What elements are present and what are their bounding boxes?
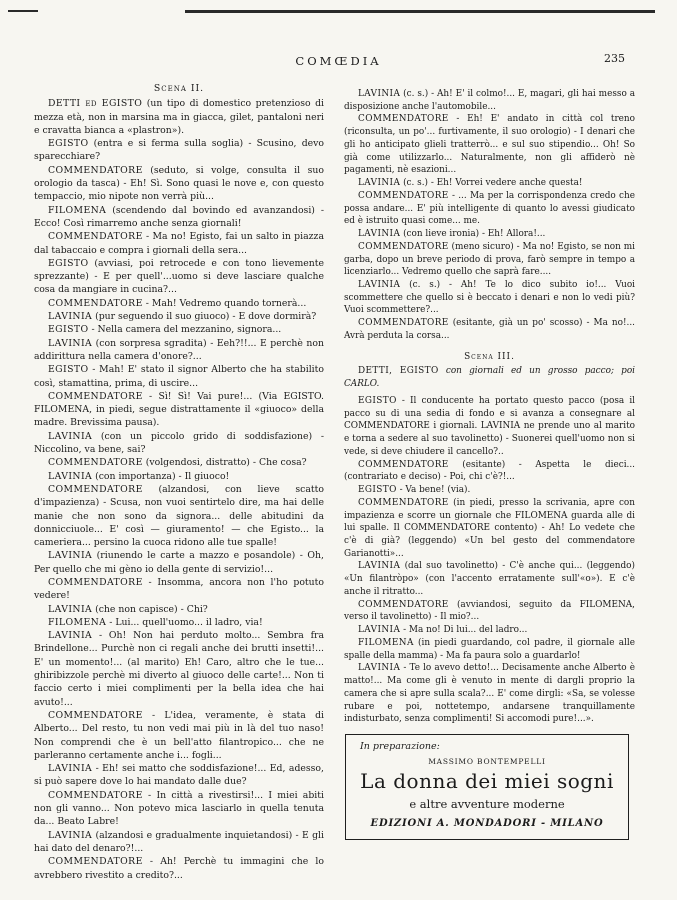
- dialogue-line: [34, 323, 324, 336]
- speaker: COMMENDATORE: [48, 856, 143, 868]
- dialogue-text: (con sorpresa sgradita) - Eeh?!!... E perchè non addirittura nella camera d'onore?...: [34, 337, 324, 362]
- ad-author: MASSIMO BONTEMPELLI: [428, 757, 546, 766]
- dialogue-line: [34, 829, 324, 856]
- speaker: LAVINIA: [358, 561, 401, 572]
- speaker: LAVINIA: [48, 550, 93, 562]
- speaker: COMMENDATORE: [48, 709, 143, 721]
- dialogue-text: - Va bene! (via).: [396, 485, 471, 496]
- speaker: COMMENDATORE: [48, 390, 143, 402]
- dialogue-text: (avviasi, poi retrocede e con tono lievemente sprezzante) - E per quell'...uomo si deve lasciare qualche cosa da mangiare in cucina?...: [34, 257, 324, 296]
- dialogue-text: (riunendo le carte a mazzo e posandole) - Oh, Per quello che mi gèno io della gente di servizio!...: [34, 550, 324, 575]
- dialogue-line: [344, 395, 635, 459]
- dialogue-line: [34, 257, 324, 297]
- speaker: COMMENDATORE: [358, 190, 449, 201]
- dialogue-text: - ... Ma per la corrispondenza credo che possa andare... E' più intelligente di quanto lo avessi giudicato ed è istruito quasi come... me.: [344, 190, 635, 227]
- speaker: LAVINIA: [48, 829, 93, 841]
- dialogue-text: - L'idea, veramente, è stata di Alberto... Del resto, tu non vedi mai più in là del tuo naso! Non comprendi che è un bell'atto filantropico... che ne parleranno certamente anche i... fogli...: [34, 709, 324, 761]
- speaker: EGISTO: [48, 257, 89, 269]
- speaker: LAVINIA: [358, 178, 401, 189]
- dialogue-line: [34, 483, 324, 549]
- left-column: [34, 82, 324, 882]
- dialogue-text: - Ah! Perchè tu immagini che lo avrebbero rivestito a credito?...: [34, 856, 324, 881]
- dialogue-text: - In città a rivestirsi!... I miei abiti non gli vanno... Non potevo mica lasciarlo in quella tenuta da... Beato Labre!: [34, 789, 324, 828]
- dialogue-text: - Il conducente ha portato questo pacco (posa il pacco su di una sedia di fondo e si avanza a consegnare al COMMENDATORE i giornali. LAVINIA ne prende uno al marito e torna a sedere al suo tavolinetto) - Suonerei quell'uomo non si vede, si deve chiudere il cancello?..: [344, 395, 635, 457]
- scene-heading: Scena II.: [153, 83, 205, 94]
- dialogue-line: [344, 88, 635, 113]
- speaker: COMMENDATORE: [358, 241, 449, 252]
- dialogue-line: [344, 624, 635, 637]
- dialogue-line: [34, 430, 324, 457]
- dialogue-text: (scendendo dal bovindo ed avanzandosi) - Ecco! Così rimarremo anche senza giornali!: [34, 204, 324, 229]
- speaker: COMMENDATORE: [48, 789, 143, 801]
- page-number: 235: [604, 52, 625, 65]
- dialogue-line: [344, 484, 635, 497]
- dialogue-line: [34, 603, 324, 616]
- speaker: LAVINIA: [358, 625, 401, 636]
- dialogue-line: [344, 317, 635, 342]
- dialogue-text: (meno sicuro) - Ma no! Egisto, se non mi garba, dopo un breve periodo di prova, farò sempre in tempo a licenziarlo... Vedremo quello che saprà fare....: [344, 241, 635, 278]
- speaker: EGISTO: [48, 324, 89, 336]
- ad-publisher: EDIZIONI A. MONDADORI - MILANO: [370, 818, 604, 829]
- dialogue-text: - Eh! E' andato in città col treno (riconsulta, un po'... furtivamente, il suo orologio) - I denari che gli ho anticipato glieli tratterrò... e sul suo stipendio... Oh! So già come utilizzarlo... Naturalmente, non gli affiderò nè pagamenti, nè esazioni...: [344, 114, 635, 176]
- dialogue-text: (c. s.) - Ah! E' il colmo!... E, magari, gli hai messo a disposizione anche l'automobile...: [344, 89, 635, 112]
- dialogue-text: - Te lo avevo detto!... Decisamente anche Alberto è matto!... Ma come gli è venuto in mente di dargli proprio la camera che si apre sulla scala?... E' come dirgli: «Sa, se volesse rubare e poi, nottetempo, andarsene tranquillamente indisturbato, senza complimenti! Si accomodi pure!...».: [344, 663, 635, 725]
- speaker: LAVINIA: [358, 89, 401, 99]
- dialogue-text: (in piedi guardando, col padre, il giornale alle spalle della mamma) - Ma fa paura solo a guardarlo!: [344, 637, 635, 661]
- journal-title: COMŒDIA: [295, 54, 382, 68]
- dialogue-text: (pur seguendo il suo giuoco) - E dove dormirà?: [92, 311, 317, 323]
- dialogue-text: - Oh! Non hai perduto molto... Sembra fra Brindellone... Purchè non ci regali anche dei brutti insetti!... E' un momento!... (al marito) Eh! Caro, altro che le tue... ghiribizzole perchè mi diverto al giuoco delle carte!... Non ti faccio certo i miei complimenti per la bella idea che hai avuto!...: [34, 630, 324, 708]
- dialogue-text: (esitante) - Aspetta le dieci... (contrariato e deciso) - Poi, chi c'è?!...: [344, 459, 635, 483]
- speaker: LAVINIA: [358, 663, 401, 674]
- dialogue-text: (che non capisce) - Chi?: [92, 603, 208, 615]
- dialogue-line: [344, 113, 635, 177]
- speaker: COMMENDATORE: [48, 231, 143, 243]
- dialogue-text: (entra e si ferma sulla soglia) - Scusino, devo sparecchiare?: [34, 138, 324, 163]
- speaker: DETTI, EGISTO: [358, 366, 439, 377]
- top-rule-right: [185, 10, 655, 13]
- speaker: DETTI ed EGISTO: [48, 98, 143, 110]
- dialogue-line: [34, 629, 324, 709]
- dialogue-line: [344, 279, 635, 317]
- speaker: FILOMENA: [358, 637, 414, 648]
- speaker: COMMENDATORE: [48, 457, 143, 469]
- speaker: LAVINIA: [48, 311, 93, 323]
- speaker: COMMENDATORE: [358, 114, 449, 125]
- speaker: COMMENDATORE: [48, 483, 143, 495]
- dialogue-line: [34, 576, 324, 603]
- scene-description: [344, 365, 635, 390]
- dialogue-text: - Lui... quell'uomo... il ladro, via!: [106, 616, 263, 628]
- speaker: FILOMENA: [48, 204, 107, 216]
- dialogue-line: [34, 470, 324, 483]
- dialogue-line: [344, 459, 635, 484]
- dialogue-text: - Nella camera del mezzanino, signora...: [88, 324, 282, 336]
- dialogue-line: [34, 549, 324, 576]
- ad-title: La donna dei miei sogni: [360, 769, 614, 793]
- speaker: LAVINIA: [48, 430, 93, 442]
- dialogue-line: [34, 297, 324, 310]
- dialogue-text: (alzandosi, con lieve scatto d'impazienza) - Scusa, non vuoi sentirtelo dire, ma hai delle manie che non sono da signora... delle abitudini da donnicciuole... E' così — giuramento! — che Egisto... la cameriera... persino la cuoca ridono alle tue spalle!: [34, 483, 324, 549]
- dialogue-line: [344, 177, 635, 190]
- ad-subtitle: e altre avventure moderne: [409, 797, 565, 811]
- dialogue-line: [344, 241, 635, 279]
- dialogue-text: (con importanza) - Il giuoco!: [92, 470, 230, 482]
- speaker: COMMENDATORE: [48, 297, 143, 309]
- dialogue-text: (in piedi, presso la scrivania, apre con impazienza e scorre un giornale che FILOMENA guarda alle di lui spalle. Il COMMENDATORE contento) - Ah! Lo vedete che c'è di già? (leggendo) «Un bel gesto del commendatore Garianotti»...: [344, 497, 635, 559]
- speaker: EGISTO: [358, 395, 397, 406]
- dialogue-line: [344, 190, 635, 228]
- dialogue-text: - Eh! sei matto che soddisfazione!... Ed, adesso, si può sapere dove lo hai mandato dalle due?: [34, 763, 324, 788]
- dialogue-line: [34, 709, 324, 762]
- dialogue-text: (c. s.) - Ah! Te lo dico subito io!... Vuoi scommettere che quello si è beccato i denari e non lo vedi più? Vuoi scommettere?...: [344, 280, 635, 316]
- dialogue-line: [34, 363, 324, 390]
- dialogue-text: - Sì! Sì! Vai pure!... (Via EGISTO. FILOMENA, in piedi, segue distrattamente il «giuoco» della madre. Brevissima pausa).: [34, 390, 324, 429]
- dialogue-text: (un tipo di domestico pretenzioso di mezza età, non in marsina ma in giacca, gilet, pantaloni neri e cravatta bianca a «plastron»).: [34, 98, 324, 136]
- dialogue-text: (con lieve ironia) - Eh! Allora!...: [400, 229, 546, 240]
- speaker: LAVINIA: [358, 280, 401, 291]
- speaker: EGISTO: [358, 485, 397, 496]
- speaker: LAVINIA: [48, 763, 93, 775]
- dialogue-line: [34, 204, 324, 231]
- speaker: COMMENDATORE: [48, 576, 143, 588]
- book-advertisement: [345, 734, 629, 840]
- dialogue-line: [344, 599, 635, 624]
- dialogue-text: - Mah! E' stato il signor Alberto che ha stabilito così, stamattina, prima, di uscire...: [34, 364, 324, 389]
- dialogue-line: [34, 789, 324, 829]
- speaker: COMMENDATORE: [358, 497, 449, 508]
- speaker: LAVINIA: [48, 470, 93, 482]
- speaker: COMMENDATORE: [358, 459, 449, 470]
- dialogue-line: [344, 637, 635, 662]
- dialogue-line: [34, 390, 324, 430]
- dialogue-line: [34, 762, 324, 789]
- speaker: LAVINIA: [48, 337, 93, 349]
- dialogue-text: (avviandosi, seguito da FILOMENA, verso il tavolinetto) - Il mio?...: [344, 599, 635, 623]
- dialogue-line: [34, 137, 324, 164]
- stage-direction: con giornali ed un grosso pacco; poi CARLO.: [344, 366, 636, 390]
- dialogue-text: - Insomma, ancora non l'ho potuto vedere!: [34, 576, 324, 602]
- speaker: LAVINIA: [358, 229, 401, 240]
- speaker: EGISTO: [48, 138, 89, 150]
- dialogue-line: [344, 497, 635, 561]
- dialogue-text: (con un piccolo grido di soddisfazione) - Niccolino, va bene, sai?: [34, 430, 324, 456]
- dialogue-line: [34, 337, 324, 364]
- dialogue-text: (alzandosi e gradualmente inquietandosi) - E gli hai dato del denaro?!...: [34, 829, 324, 854]
- dialogue-text: (seduto, si volge, consulta il suo orologio da tasca) - Eh! Sì. Sono quasi le nove e, con questo tempaccio, mio nipote non verrà più...: [34, 164, 324, 203]
- dialogue-text: (esitante, già un po' scosso) - Ma no!... Avrà perduta la corsa...: [344, 318, 635, 341]
- dialogue-line: [34, 164, 324, 204]
- top-rule-left: [8, 10, 38, 12]
- speaker: LAVINIA: [48, 630, 93, 642]
- speaker: COMMENDATORE: [358, 599, 449, 610]
- dialogue-text: (dal suo tavolinetto) - C'è anche qui... (leggendo) «Un filantròpo» (con l'accento erratamente sull'«o»). E c'è anche il ritratto...: [344, 561, 635, 597]
- speaker: COMMENDATORE: [358, 318, 449, 329]
- dialogue-line: [34, 97, 324, 137]
- dialogue-line: [34, 230, 324, 257]
- dialogue-text: (volgendosi, distratto) - Che cosa?: [142, 457, 307, 469]
- dialogue-line: [34, 310, 324, 323]
- dialogue-line: [344, 662, 635, 726]
- dialogue-text: - Mah! Vedremo quando tornerà...: [142, 297, 307, 309]
- right-column: [344, 88, 635, 726]
- dialogue-line: [34, 616, 324, 629]
- dialogue-line: [344, 228, 635, 241]
- dialogue-line: [34, 456, 324, 469]
- speaker: COMMENDATORE: [48, 164, 143, 176]
- dialogue-line: [344, 560, 635, 598]
- dialogue-line: [34, 855, 324, 882]
- scene-heading: Scena III.: [464, 351, 515, 362]
- dialogue-text: - Ma no! Di lui... del ladro...: [400, 625, 528, 636]
- dialogue-text: (c. s.) - Eh! Vorrei vedere anche questa!: [400, 178, 583, 189]
- speaker: FILOMENA: [48, 616, 107, 628]
- speaker: EGISTO: [48, 364, 89, 376]
- speaker: LAVINIA: [48, 603, 93, 615]
- ad-prefix: In preparazione:: [360, 741, 440, 752]
- dialogue-text: - Ma no! Egisto, fai un salto in piazza dal tabaccaio e compra i giornali della sera...: [34, 231, 324, 256]
